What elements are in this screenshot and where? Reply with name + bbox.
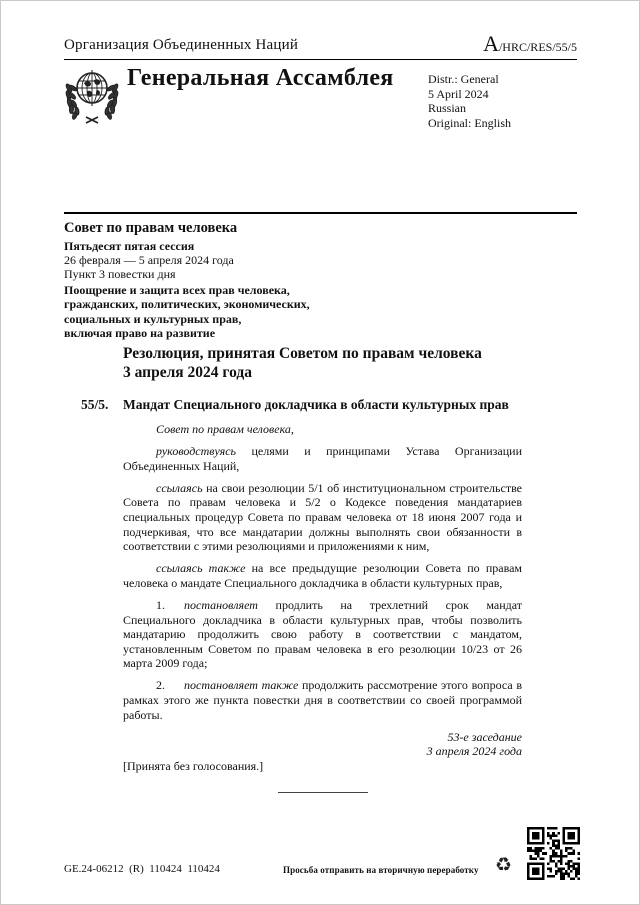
preambular-paragraph — [123, 444, 522, 473]
agenda-title — [64, 283, 444, 340]
agenda-item: Пункт 3 повестки дня — [64, 266, 176, 281]
section-rule — [64, 212, 577, 214]
paragraph-text: продолжить рассмотрение этого вопроса в рамках этого же пункта повестки дня в соответствии со своей программой работы. — [123, 678, 522, 722]
agenda-title-line: социальных и культурных прав, — [64, 311, 242, 326]
paragraph-lead: постановляет также — [184, 678, 299, 693]
org-name: Организация Объединенных Наций — [64, 37, 299, 53]
resolution-title-line: Резолюция, принятая Советом по правам человека — [123, 345, 482, 362]
qr-code — [527, 827, 580, 885]
header-rule — [64, 59, 577, 60]
resolution-subject: Мандат Специального докладчика в области культурных прав — [123, 397, 509, 412]
opening-line: Совет по правам человека, — [156, 422, 294, 436]
date-line: 5 April 2024 — [428, 86, 489, 101]
meeting-number: 53-е заседание — [447, 729, 522, 744]
paragraph-number: 2. — [156, 678, 165, 693]
document-symbol-number: /HRC/RES/55/5 — [498, 40, 577, 54]
resolution-title-line: 3 апреля 2024 года — [123, 364, 252, 381]
preambular-paragraph — [123, 481, 522, 554]
operative-paragraph — [123, 678, 522, 722]
paragraph-lead: ссылаясь также — [156, 561, 246, 576]
session-block — [64, 220, 444, 340]
paragraph-text: на все предыдущие резолюции Совета по правам человека о мандате Специального докладчика в области культурных прав, — [123, 561, 523, 590]
end-separator — [278, 792, 368, 793]
original-line: Original: English — [428, 116, 511, 131]
page-title: Генеральная Ассамблея — [127, 65, 394, 91]
paragraph-text: продлить на трехлетний срок мандат Специального докладчика в области культурных прав, чтобы позволить мандатарию продолжить свою работу в соответствии с мандатом, установленным Советом по правам человека в его резолюции 10/23 от 26 марта 2009 года; — [123, 597, 522, 671]
recycle-icon: ♻ — [495, 854, 513, 876]
agenda-title-line: включая право на развитие — [64, 325, 216, 340]
agenda-title-line: Поощрение и защита всех прав человека, — [64, 283, 290, 297]
council-name: Совет по правам человека — [64, 220, 238, 236]
document-symbol-series: A — [483, 31, 499, 56]
session-dates: 26 февраля — 5 апреля 2024 года — [64, 253, 234, 267]
meeting-date: 3 апреля 2024 года — [426, 744, 522, 759]
paragraph-number: 1. — [156, 597, 165, 612]
un-emblem-icon — [64, 63, 120, 130]
document-code: GE.24-06212 (R) 110424 110424 — [64, 863, 220, 875]
paragraph-lead: руководствуясь — [156, 444, 236, 459]
closing-block — [123, 730, 522, 759]
distribution-info — [428, 72, 511, 131]
paragraph-text: на свои резолюции 5/1 об институциональном строительстве Совета по правам человека и 5/2 о Кодексе поведения мандатариев специальных процедур Совета по правам человека от 18 июня 2007 года и подчеркивая, что все мандатарии должны выполнять свои обязанности в соответствии с этими резолюциями и приложениями к ним, — [123, 480, 522, 554]
session-name: Пятьдесят пятая сессия — [64, 239, 195, 253]
paragraph-lead: постановляет — [184, 597, 258, 612]
document-symbol — [483, 31, 577, 57]
recycle-notice: Просьба отправить на вторичную переработку — [283, 865, 479, 875]
agenda-title-line: гражданских, политических, экономических, — [64, 297, 310, 312]
paragraph-lead: ссылаясь — [156, 480, 203, 495]
distr-line: Distr.: General — [428, 72, 499, 86]
preambular-paragraph — [123, 561, 522, 590]
operative-paragraph — [123, 598, 522, 671]
language-line: Russian — [428, 101, 467, 116]
resolution-number: 55/5. — [81, 397, 109, 412]
adoption-note: [Принята без голосования.] — [123, 758, 264, 773]
resolution-title — [123, 344, 482, 382]
resolution-body — [123, 422, 522, 793]
paragraph-text: целями и принципами Устава Организации Объединенных Наций, — [123, 444, 522, 473]
